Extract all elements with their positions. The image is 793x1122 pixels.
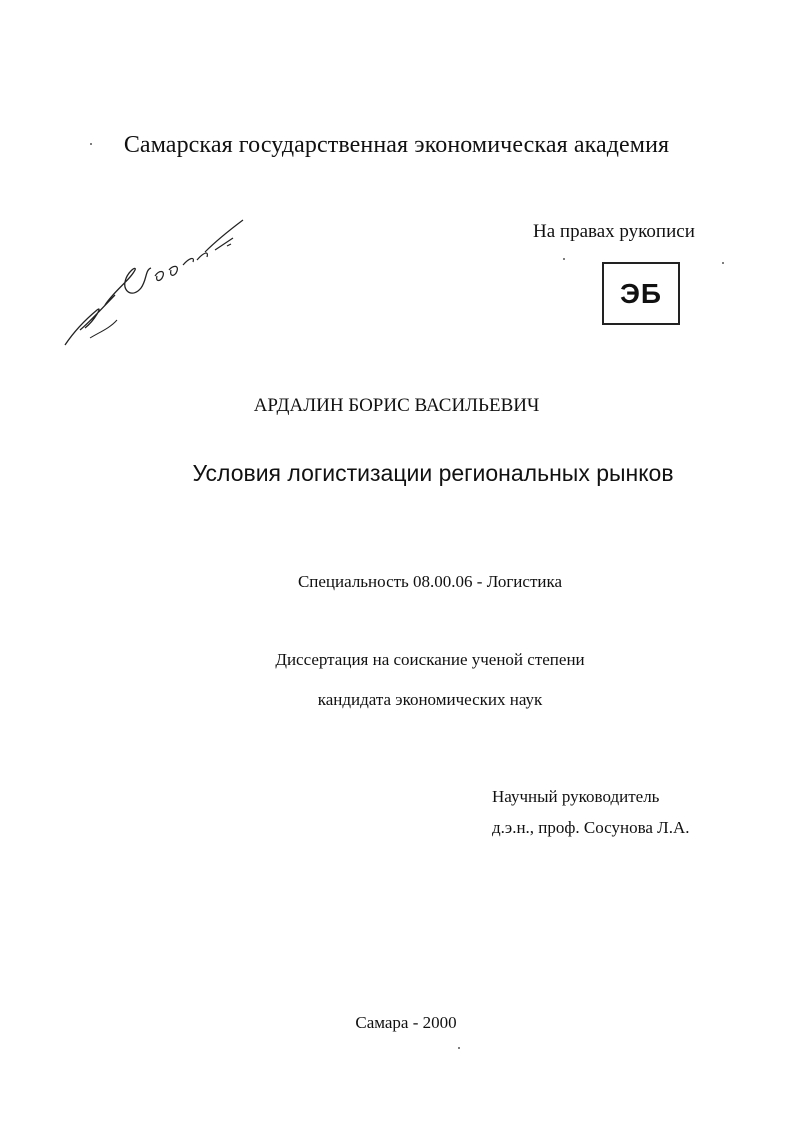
degree-line-2: кандидата экономических наук bbox=[317, 690, 543, 709]
scan-speck bbox=[563, 258, 565, 260]
scan-speck bbox=[90, 143, 92, 145]
stamp-label: ЭБ bbox=[619, 277, 663, 309]
thesis-title: Условия логистизации региональных рынков bbox=[192, 460, 674, 486]
supervisor-name: д.э.н., проф. Сосунова Л.А. bbox=[492, 818, 690, 837]
city-year: Самара - 2000 bbox=[355, 1013, 457, 1032]
institution-name: Самарская государственная экономическая академия bbox=[123, 132, 670, 158]
author-name: АРДАЛИН БОРИС ВАСИЛЬЕВИЧ bbox=[253, 395, 540, 416]
manuscript-rights-note: На правах рукописи bbox=[533, 221, 695, 242]
degree-line-1: Диссертация на соискание ученой степени bbox=[275, 650, 585, 669]
scan-speck bbox=[458, 1047, 460, 1049]
supervisor-role: Научный руководитель bbox=[492, 787, 660, 806]
handwritten-signature bbox=[55, 210, 255, 360]
scan-speck bbox=[722, 262, 724, 264]
library-stamp bbox=[602, 262, 680, 325]
thesis-specialty: Специальность 08.00.06 - Логистика bbox=[297, 572, 563, 591]
